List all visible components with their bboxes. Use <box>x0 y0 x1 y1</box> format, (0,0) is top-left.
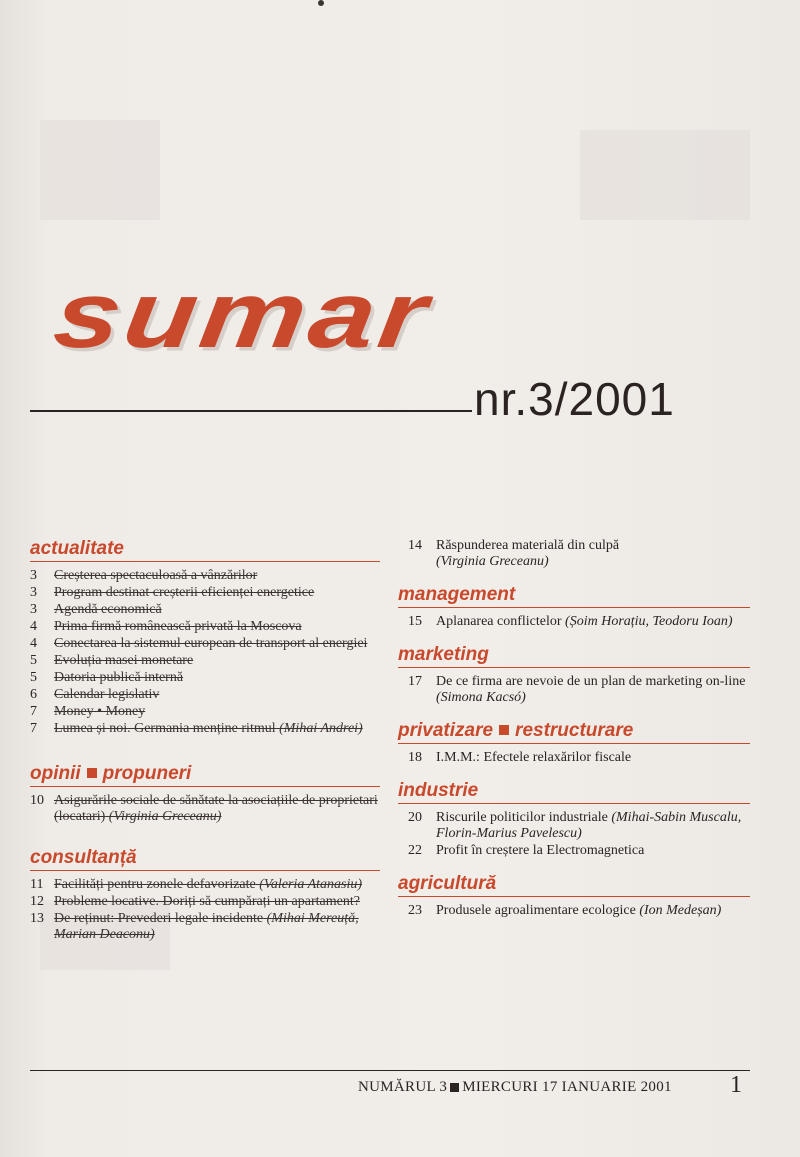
section-heading <box>398 584 750 608</box>
toc-entry[interactable] <box>398 810 750 842</box>
article-title <box>54 911 380 943</box>
toc-entry[interactable] <box>30 636 380 652</box>
article-title <box>54 619 380 635</box>
contents-right-column <box>398 538 750 933</box>
page-number: 17 <box>408 674 422 689</box>
article-author: (Mihai Andrei) <box>279 721 363 736</box>
article-author: (Șoim Horațiu, Teodoru Ioan) <box>565 614 733 629</box>
page-number: 11 <box>30 877 44 892</box>
toc-entry[interactable] <box>398 614 750 630</box>
article-title <box>436 674 750 706</box>
article-title <box>54 793 380 825</box>
article-title <box>54 687 380 703</box>
section-heading-text: consultanță <box>30 847 137 868</box>
page-number: 23 <box>408 903 422 918</box>
issue-rule <box>30 410 472 412</box>
article-title <box>54 653 380 669</box>
section-heading <box>30 847 380 871</box>
page-number: 18 <box>408 750 422 765</box>
toc-entry[interactable] <box>30 793 380 825</box>
article-title-text: Răspunderea materială din culpă <box>436 538 620 553</box>
section-heading <box>398 644 750 668</box>
article-title-text: Probleme locative. Doriți să cumpărați un apartament? <box>54 894 360 909</box>
toc-entry[interactable] <box>398 903 750 919</box>
article-title-text: Produsele agroalimentare ecologice <box>436 903 636 918</box>
article-title-text: Money • Money <box>54 704 146 719</box>
article-title-text: Program destinat creșterii eficienței energetice <box>54 585 315 600</box>
contents-section <box>398 873 750 919</box>
toc-entry[interactable] <box>30 619 380 635</box>
contents-section <box>30 847 380 943</box>
article-title <box>54 568 380 584</box>
toc-entry[interactable] <box>30 602 380 618</box>
article-title-text: Asigurările sociale de sănătate la asociațiile de proprietari (locatari) <box>54 793 378 824</box>
contents-left-column <box>30 538 380 965</box>
section-heading-text-2: restructurare <box>515 720 634 741</box>
print-mark <box>318 0 324 6</box>
section-heading-text-2: propuneri <box>102 763 192 784</box>
contents-section <box>398 720 750 766</box>
page-number: 7 <box>30 704 37 719</box>
page-number: 20 <box>408 810 422 825</box>
article-title <box>54 721 380 737</box>
article-title-text: Profit în creștere la Electromagnetica <box>436 843 645 858</box>
toc-entry[interactable] <box>30 894 380 910</box>
toc-entry[interactable] <box>30 704 380 720</box>
article-title-text: Riscurile politicilor industriale <box>436 810 608 825</box>
section-heading <box>30 763 380 787</box>
contents-section <box>398 780 750 859</box>
toc-entry[interactable] <box>30 877 380 893</box>
section-heading-text: agricultură <box>398 873 497 894</box>
toc-entry[interactable] <box>30 670 380 686</box>
article-title-text: Evoluția masei monetare <box>54 653 194 668</box>
page-number: 15 <box>408 614 422 629</box>
contents-section <box>398 584 750 630</box>
article-title <box>54 585 380 601</box>
toc-entry[interactable] <box>398 750 750 766</box>
page-number: 5 <box>30 670 37 685</box>
article-author: (Simona Kacsó) <box>436 690 526 705</box>
article-title <box>54 602 380 618</box>
article-title-text: Facilități pentru zonele defavorizate <box>54 877 256 892</box>
footer-issue: NUMĂRUL 3 <box>358 1079 448 1095</box>
article-title-text: Aplanarea conflictelor <box>436 614 562 629</box>
article-title <box>54 894 380 910</box>
section-heading-text: marketing <box>398 644 489 665</box>
article-title-text: Datoria publică internă <box>54 670 184 685</box>
page-number: 3 <box>30 585 37 600</box>
page-number: 3 <box>30 568 37 583</box>
article-title <box>54 877 380 893</box>
section-heading-text: opinii <box>30 763 81 784</box>
article-author: (Ion Medeșan) <box>639 903 722 918</box>
footer-issue-info <box>358 1079 672 1096</box>
section-heading <box>398 873 750 897</box>
footer-date: MIERCURI 17 IANUARIE 2001 <box>462 1079 672 1095</box>
page-number: 12 <box>30 894 44 909</box>
article-author: (Virginia Greceanu) <box>436 554 549 569</box>
article-title-text: De ce firma are nevoie de un plan de marketing on-line <box>436 674 746 689</box>
page-number: 4 <box>30 619 37 634</box>
square-separator-icon <box>450 1083 459 1092</box>
article-title-text: Calendar legislativ <box>54 687 160 702</box>
square-separator-icon <box>87 768 97 778</box>
section-heading-text: management <box>398 584 516 605</box>
page-number: 22 <box>408 843 422 858</box>
article-title-text: Prima firmă românească privată la Moscova <box>54 619 302 634</box>
article-author: (Mihai-Sabin Muscalu, Florin-Marius Pavelescu) <box>436 810 742 841</box>
toc-entry[interactable] <box>30 911 380 943</box>
section-heading-text: industrie <box>398 780 479 801</box>
article-title <box>436 843 750 859</box>
toc-entry[interactable] <box>398 843 750 859</box>
toc-entry[interactable] <box>30 721 380 737</box>
toc-entry[interactable] <box>398 674 750 706</box>
section-heading <box>30 538 380 562</box>
page-number: 13 <box>30 911 44 926</box>
bleed-through-box <box>580 130 750 220</box>
page-number: 10 <box>30 793 44 808</box>
article-title <box>436 750 750 766</box>
page-number: 7 <box>30 721 37 736</box>
contents-section <box>398 644 750 706</box>
page-number: 4 <box>30 636 37 651</box>
article-title <box>436 614 750 630</box>
article-title-text: I.M.M.: Efectele relaxărilor fiscale <box>436 750 632 765</box>
section-heading <box>398 720 750 744</box>
article-author: (Virginia Greceanu) <box>108 809 222 824</box>
article-title-text: Lumea și noi. Germania menține ritmul <box>54 721 276 736</box>
article-title-text: De reținut: Prevederi legale incidente <box>54 911 264 926</box>
section-heading <box>398 780 750 804</box>
page-number: 14 <box>408 538 422 553</box>
page-number: 5 <box>30 653 37 668</box>
section-heading-text: actualitate <box>30 538 124 559</box>
page-number: 6 <box>30 687 37 702</box>
article-author: (Valeria Atanasiu) <box>259 877 363 892</box>
section-heading-text: privatizare <box>398 720 494 741</box>
bleed-through-image <box>40 120 160 220</box>
footer-rule <box>30 1070 750 1071</box>
toc-entry[interactable] <box>30 653 380 669</box>
contents-section <box>30 763 380 825</box>
article-title <box>436 810 750 842</box>
article-title <box>54 670 380 686</box>
page-number: 3 <box>30 602 37 617</box>
issue-number: nr.3/2001 <box>474 373 675 425</box>
article-title <box>54 704 380 720</box>
article-title <box>54 636 380 652</box>
toc-entry[interactable] <box>30 568 380 584</box>
article-title-text: Agendă economică <box>54 602 162 617</box>
article-title <box>436 538 750 570</box>
contents-section <box>30 538 380 737</box>
masthead-title: sumar <box>47 262 437 368</box>
article-author: (Mihai Mereuță, Marian Deaconu) <box>54 911 359 942</box>
article-title-text: Conectarea la sistemul european de transport al energiei <box>54 636 368 651</box>
article-title <box>436 903 750 919</box>
toc-entry[interactable] <box>398 538 750 570</box>
page-number-footer: 1 <box>730 1072 742 1098</box>
article-title-text: Creșterea spectaculoasă a vânzărilor <box>54 568 258 583</box>
toc-entry[interactable] <box>30 585 380 601</box>
toc-entry[interactable] <box>30 687 380 703</box>
square-separator-icon <box>499 725 509 735</box>
